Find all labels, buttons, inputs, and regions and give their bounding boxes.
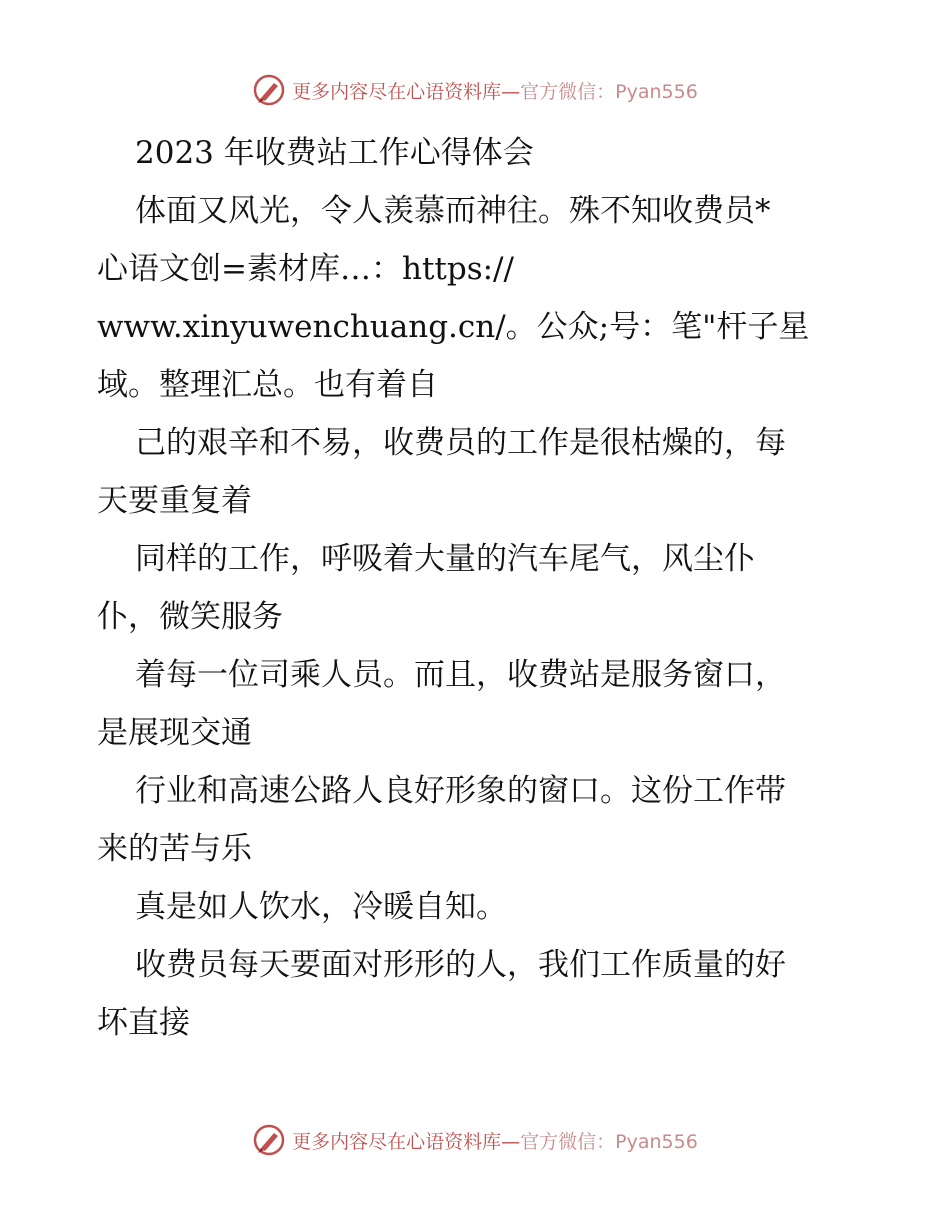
- text-line: 收费员每天要面对形形的人，我们工作质量的好: [135, 947, 786, 983]
- footer-watermark: [0, 1120, 950, 1160]
- text-line: 天要重复着: [97, 483, 252, 519]
- text-line: 仆，微笑服务: [97, 599, 283, 635]
- text-line: 己的艰辛和不易，收费员的工作是很枯燥的，每: [135, 425, 786, 461]
- document-body: [97, 124, 857, 1052]
- text-line: 坏直接: [97, 1005, 190, 1041]
- text-line: 着每一位司乘人员。而且，收费站是服务窗口，: [135, 657, 786, 693]
- document-title: 2023 年收费站工作心得体会: [135, 135, 534, 171]
- pen-logo-icon: [252, 73, 286, 107]
- banner-text: 更多内容尽在心语资料库—: [292, 1130, 521, 1153]
- text-line: 体面又风光，令人羡慕而神往。殊不知收费员*: [135, 193, 771, 229]
- text-line: 域。整理汇总。也有着自: [97, 367, 438, 403]
- text-line: 来的苦与乐: [97, 831, 252, 867]
- header-watermark: [0, 70, 950, 110]
- text-line: 是展现交通: [97, 715, 252, 751]
- text-line: 同样的工作，呼吸着大量的汽车尾气，风尘仆: [135, 541, 755, 577]
- pen-logo-icon: [252, 1123, 286, 1157]
- text-line: 真是如人饮水，冷暖自知。: [135, 889, 507, 925]
- text-line: www.xinyuwenchuang.cn/。公众;号：笔"杆子星: [97, 309, 810, 345]
- banner-wechat: 官方微信：Pyan556: [520, 80, 698, 103]
- banner-wechat: 官方微信：Pyan556: [520, 1130, 698, 1153]
- text-line: 心语文创=素材库…：https://: [97, 251, 514, 287]
- text-line: 行业和高速公路人良好形象的窗口。这份工作带: [135, 773, 786, 809]
- banner-text: 更多内容尽在心语资料库—: [292, 80, 521, 103]
